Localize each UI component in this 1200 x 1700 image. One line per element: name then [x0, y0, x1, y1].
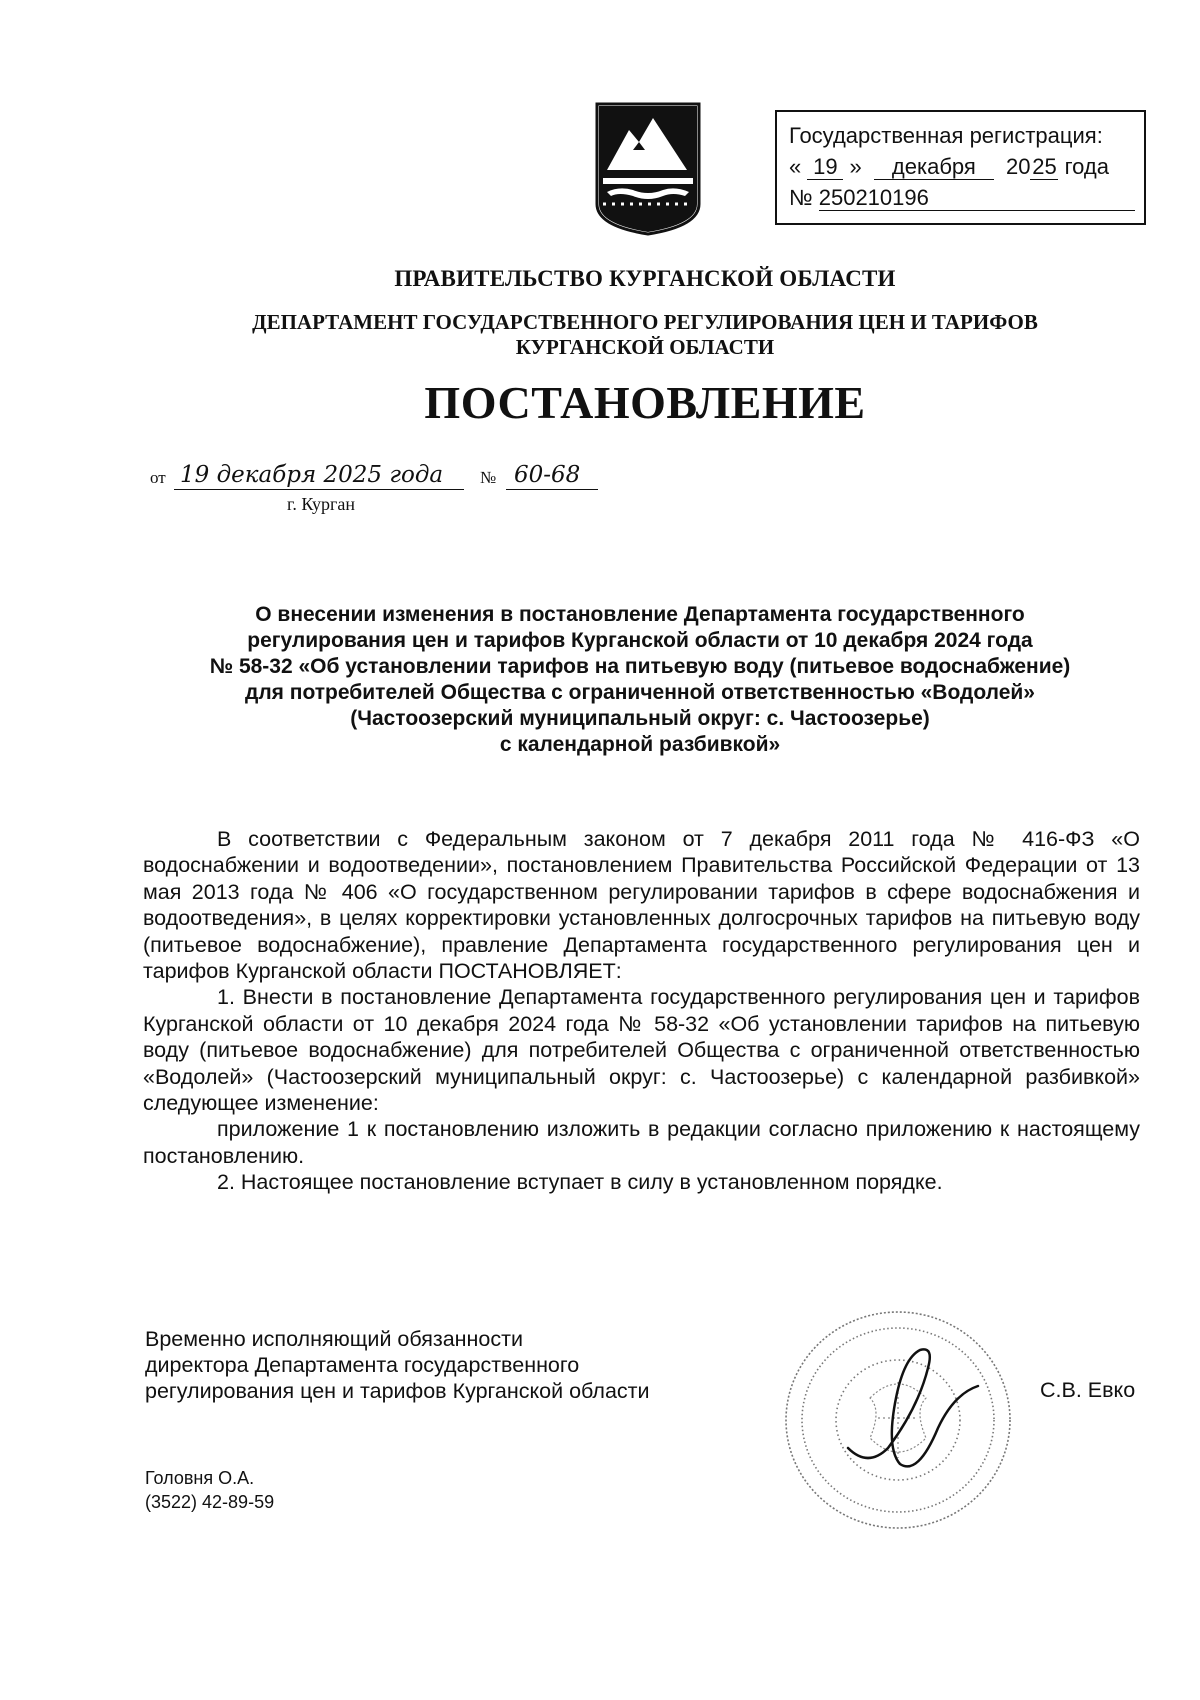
body-paragraph-item-1: 1. Внести в постановление Департамента государственного регулирования цен и тарифов Курганской области от 10 декабря 2024 года № 58-32 «Об установлении тарифов на питьевую воду (питьевое водоснабжение) для потребителей Общества с ограниченной ответственностью «Водолей» (Частоозерский муниципальный округ: с. Частоозерье) с календарной разбивкой» следующее изменение:	[143, 985, 1140, 1116]
subject-line: (Частоозерский муниципальный округ: с. Частоозерье)	[350, 707, 930, 730]
date-underline	[174, 489, 464, 490]
government-heading: ПРАВИТЕЛЬСТВО КУРГАНСКОЙ ОБЛАСТИ	[394, 266, 896, 291]
coat-of-arms-emblem	[593, 100, 703, 237]
registration-close-quote: »	[849, 154, 862, 179]
subject-line: с календарной разбивкой»	[499, 733, 781, 756]
signatory-position-line: регулирования цен и тарифов Курганской области	[145, 1379, 650, 1403]
registration-open-quote: «	[789, 154, 802, 179]
registration-box	[775, 110, 1146, 225]
document-date-number-row	[150, 458, 690, 498]
executor-name: Головня О.А.	[145, 1468, 255, 1488]
document-subject	[140, 602, 1140, 758]
handwritten-date: 19 декабря 2025 года	[180, 462, 444, 488]
document-type-title: ПОСТАНОВЛЕНИЕ	[424, 377, 866, 428]
official-seal-stamp	[778, 1298, 1028, 1538]
body-paragraph-amendment: приложение 1 к постановлению изложить в редакции согласно приложению к настоящему постановлению.	[143, 1117, 1140, 1168]
registration-number-sign: №	[789, 185, 813, 210]
subject-line: для потребителей Общества с ограниченной ответственностью «Водолей»	[245, 681, 1035, 704]
signatory-position	[145, 1326, 650, 1404]
registration-year-prefix: 20	[1006, 154, 1031, 179]
signatory-position-line: Временно исполняющий обязанности	[145, 1327, 523, 1351]
department-heading-line2: КУРГАНСКОЙ ОБЛАСТИ	[515, 335, 775, 359]
registration-number-row	[789, 182, 1134, 213]
department-heading	[0, 310, 1200, 360]
handwritten-number: 60-68	[514, 462, 581, 488]
subject-line: регулирования цен и тарифов Курганской области от 10 декабря 2024 года	[247, 629, 1033, 652]
registration-date	[789, 151, 1134, 182]
registration-day: 19	[807, 155, 843, 180]
subject-line: № 58-32 «Об установлении тарифов на питьевую воду (питьевое водоснабжение)	[209, 655, 1071, 678]
signatory-name: С.В. Евко	[1040, 1378, 1136, 1402]
registration-label: Государственная регистрация:	[789, 123, 1103, 148]
executor-contact	[145, 1466, 274, 1514]
executor-phone: (3522) 42-89-59	[145, 1492, 275, 1512]
registration-year-word: года	[1064, 154, 1109, 179]
registration-year-suffix: 25	[1032, 154, 1057, 179]
registration-number: 250210196	[819, 186, 1135, 211]
department-heading-line1: ДЕПАРТАМЕНТ ГОСУДАРСТВЕННОГО РЕГУЛИРОВАНИЯ ЦЕН И ТАРИФОВ	[252, 310, 1038, 334]
signatory-position-line: директора Департамента государственного	[145, 1353, 580, 1377]
body-paragraph-item-2: 2. Настоящее постановление вступает в силу в установленном порядке.	[217, 1170, 943, 1195]
city-label: г. Курган	[287, 494, 356, 514]
subject-line: О внесении изменения в постановление Департамента государственного	[255, 603, 1025, 626]
registration-month: декабря	[874, 155, 994, 180]
document-body	[143, 826, 1140, 1196]
number-label: №	[480, 468, 497, 487]
date-from-label: от	[150, 468, 166, 487]
body-paragraph-preamble: В соответствии с Федеральным законом от 7 декабря 2011 года № 416-ФЗ «О водоснабжении и водоотведении», постановлением Правительства Российской Федерации от 13 мая 2013 года № 406 «О государственном регулировании тарифов в сфере водоснабжения и водоотведения», в целях корректировки установленных долгосрочных тарифов на питьевую воду (питьевое водоснабжение), правление Департамента государственного регулирования цен и тарифов Курганской области ПОСТАНОВЛЯЕТ:	[143, 827, 1140, 984]
number-underline	[506, 489, 598, 490]
